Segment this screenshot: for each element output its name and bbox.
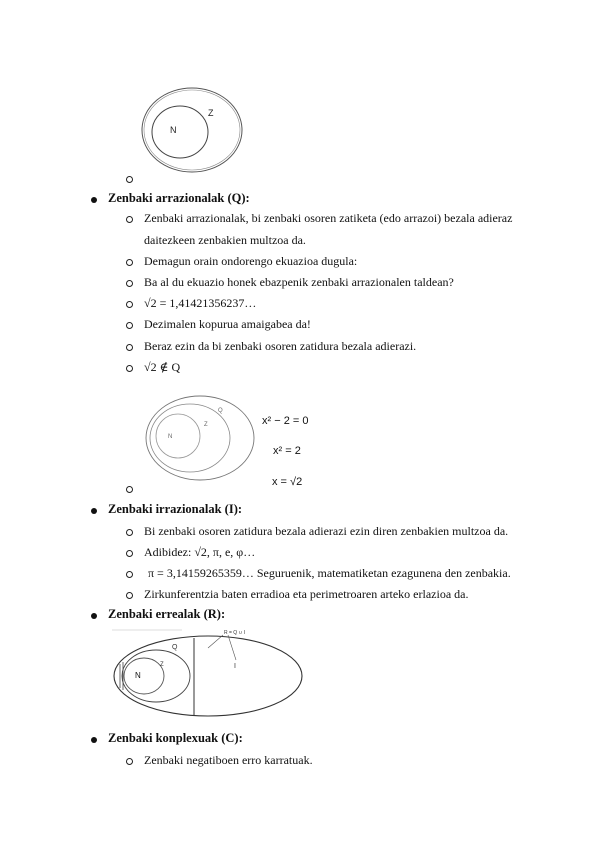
pointer-line (208, 635, 223, 648)
equation-3: x = √2 (272, 476, 303, 488)
irrational-title: Zenbaki irrazionalak (I): (108, 502, 243, 516)
i-label: I (234, 663, 236, 670)
z-set-circle (142, 88, 242, 172)
rational-item-2: Demagun orain ondorengo ekuazioa dugula: (144, 254, 358, 268)
real-venn-svg (108, 624, 318, 719)
pointer-line (228, 635, 236, 660)
irrational-item-2: Adibidez: √2, π, e, φ… (144, 545, 256, 559)
bullet-irrational (91, 508, 97, 514)
z-label: Z (204, 422, 208, 428)
bullet-rational-2 (126, 259, 133, 266)
bullet-rational-4 (126, 301, 133, 308)
rational-title: Zenbaki arrazionalak (Q): (108, 191, 250, 205)
rational-item-1-cont: daitezkeen zenbakien multzoa da. (144, 233, 306, 247)
bullet-rational-1 (126, 216, 133, 223)
n-set-circle (152, 106, 208, 158)
n-z-q-venn-svg (144, 394, 264, 482)
z-set-circle (150, 404, 230, 472)
n-label: N (135, 671, 141, 680)
empty-bullet (126, 176, 133, 183)
r-label: R = Q ∪ I (224, 630, 246, 636)
complex-title: Zenbaki konplexuak (C): (108, 731, 243, 745)
complex-item-1: Zenbaki negatiboen erro karratuak. (144, 753, 313, 767)
bullet-irrational-4 (126, 592, 133, 599)
bullet-irrational-1 (126, 529, 133, 536)
z-label: Z (160, 662, 164, 668)
diagram-n-z (140, 86, 245, 174)
bullet-rational-5 (126, 322, 133, 329)
irrational-item-4: Zirkunferentzia baten erradioa eta perimetroaren arteko erlazioa da. (144, 587, 469, 601)
rational-item-1: Zenbaki arrazionalak, bi zenbaki osoren zatiketa (edo arrazoi) bezala adieraz (144, 211, 513, 225)
empty-bullet (126, 486, 133, 493)
rational-item-5: Dezimalen kopurua amaigabea da! (144, 317, 311, 331)
n-z-venn-svg (140, 86, 245, 174)
bullet-rational-3 (126, 280, 133, 287)
q-label: Q (172, 644, 178, 651)
bullet-irrational-2 (126, 550, 133, 557)
irrational-item-3: π = 3,14159265359… Seguruenik, matematiketan ezagunena den zenbakia. (148, 566, 511, 580)
bullet-rational-7 (126, 365, 133, 372)
bullet-rational (91, 197, 97, 203)
equation-1: x² − 2 = 0 (262, 415, 309, 427)
rational-item-6: Beraz ezin da bi zenbaki osoren zatidura bezala adierazi. (144, 339, 417, 353)
bullet-rational-6 (126, 344, 133, 351)
bullet-complex (91, 737, 97, 743)
equation-2: x² = 2 (273, 445, 301, 457)
n-label: N (168, 434, 173, 440)
rational-item-3: Ba al du ekuazio honek ebazpenik zenbaki arrazionalen taldean? (144, 275, 454, 289)
bullet-irrational-3 (126, 571, 133, 578)
z-label: Z (208, 108, 214, 118)
bullet-complex-1 (126, 758, 133, 765)
bullet-real (91, 613, 97, 619)
z-set-circle-inner-edge (144, 90, 240, 170)
real-title: Zenbaki errealak (R): (108, 607, 226, 621)
diagram-real-numbers (108, 624, 318, 719)
rational-item-7: √2 ∉ Q (144, 360, 181, 374)
z-set-ellipse (122, 650, 190, 702)
rational-item-4: √2 = 1,41421356237… (144, 296, 257, 310)
n-set-circle (156, 414, 200, 458)
n-set-ellipse (124, 658, 164, 694)
diagram-n-z-q (144, 394, 264, 482)
q-label: Q (218, 408, 223, 414)
irrational-item-1: Bi zenbaki osoren zatidura bezala adierazi ezin diren zenbakien multzoa da. (144, 524, 509, 538)
n-label: N (170, 125, 177, 135)
